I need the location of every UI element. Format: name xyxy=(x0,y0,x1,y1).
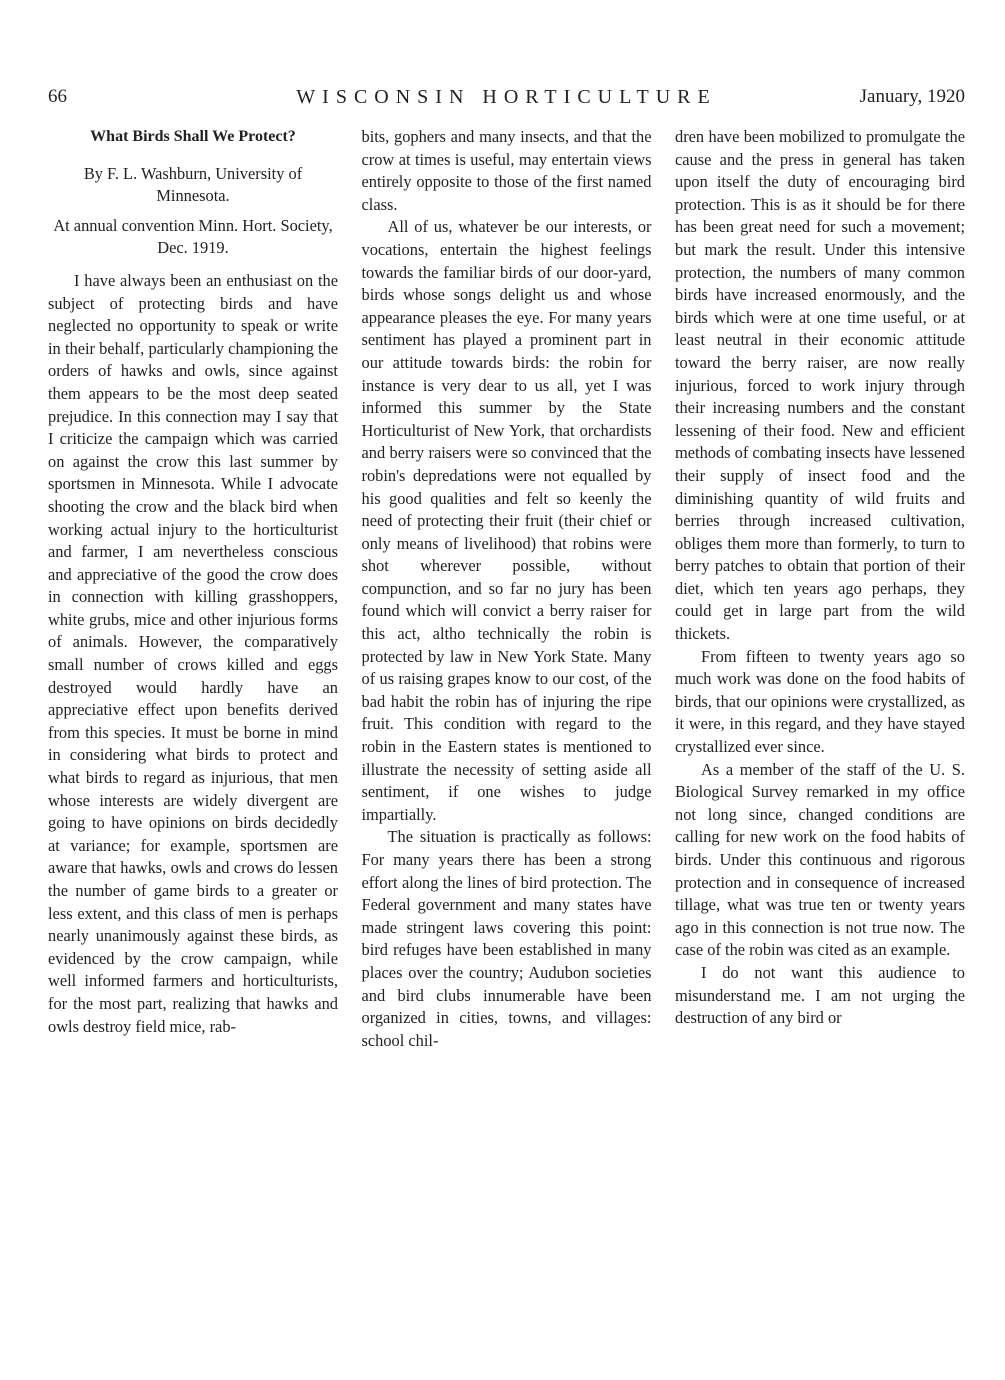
paragraph: I do not want this audience to misunderstand me. I am not urging the destruction of any bird or xyxy=(675,962,965,1028)
page-number: 66 xyxy=(48,86,67,107)
paragraph: dren have been mobilized to promulgate the cause and the press in general has taken upon itself the duty of encouraging bird protection. This is as it should be for there has been great need for such a movement; but mark the result. Under this intensive protection, the numbers of many common birds have increased enormously, and the birds which were at one time useful, or at least neutral in their economic attitude toward the berry raiser, are now really injurious, forced to work injury through their increasing numbers and the constant lessening of their food. New and efficient methods of combating insects have lessened their supply of insect food and the diminishing quantity of wild fruits and berries through increased cultivation, obliges them more than formerly, to turn to berry patches to obtain that portion of their diet, which ten years ago perhaps, they could get in large part from the wild thickets. xyxy=(675,127,965,644)
column-2 xyxy=(362,126,652,1052)
paragraph: As a member of the staff of the U. S. Biological Survey remarked in my office not long since, changed conditions are calling for new work on the food habits of birds. Under this continuous and rigorous protection and in consequence of increased tillage, what was true ten or twenty years ago in this connection is not true now. The case of the robin was cited as an example. xyxy=(675,759,965,960)
paragraph: I have always been an enthusiast on the subject of protecting birds and have neglected no opportunity to speak or write in their behalf, particularly championing the orders of hawks and owls, since against them appears to be the most deep seated prejudice. In this connection may I say that I criticize the campaign which was carried on against the crow this last summer by sportsmen in Minnesota. While I advocate shooting the crow and the black bird when working actual injury to the horticulturist and farmer, I am nevertheless conscious and appreciative of the good the crow does in connection with killing grasshoppers, white grubs, mice and other injurious forms of animals. However, the comparatively small number of crows killed and eggs destroyed would hardly have an appreciative effect upon benefits derived from this species. It must be borne in mind in considering what birds to protect and what birds to regard as injurious, that men whose interests are widely divergent are going to have opinions on birds decidedly at variance; for example, sportsmen are aware that hawks, owls and crows do lessen the number of game birds to a greater or less extent, and this class of men is perhaps nearly unanimously against these birds, as evidenced by the crow campaign, while well informed farmers and horticulturists, for the most part, realizing that hawks and owls destroy field mice, rab- xyxy=(48,270,338,1036)
article-byline: By F. L. Washburn, University of Minnesota. xyxy=(83,163,303,206)
column-3 xyxy=(675,126,965,1052)
issue-date: January, 1920 xyxy=(859,86,965,107)
article-title: What Birds Shall We Protect? xyxy=(90,128,296,145)
article-occasion: At annual convention Minn. Hort. Society, Dec. 1919. xyxy=(53,215,333,258)
running-header xyxy=(48,86,965,112)
paragraph: From fifteen to twenty years ago so much work was done on the food habits of birds, that our opinions were crystallized, as it were, in this regard, and they have stayed crystallized ever since. xyxy=(675,646,965,757)
text-columns xyxy=(48,126,965,1052)
column-1 xyxy=(48,126,338,1052)
paragraph: All of us, whatever be our interests, or vocations, entertain the highest feelings towards the familiar birds of our door-yard, birds whose songs delight us and whose appearance pleases the eye. For many years sentiment has played a prominent part in our attitude towards birds: the robin for instance is very dear to us all, yet I was informed this summer by the State Horticulturist of New York, that orchardists and berry raisers were so convinced that the robin's depredations were not equalled by his good qualities and felt so keenly the need of protecting their fruit (their chief or only means of livelihood) that robins were shot wherever possible, without compunction, and so far no jury has been found which will convict a berry raiser for this act, altho technically the robin is protected by law in New York State. Many of us raising grapes know to our cost, of the bad habit the robin has of injuring the ripe fruit. This condition with regard to the robin in the Eastern states is mentioned to illustrate the necessity of setting aside all sentiment, if one wishes to judge impartially. xyxy=(361,217,652,824)
paragraph: bits, gophers and many insects, and that the crow at times is useful, may entertain views entirely opposite to those of the first named class. xyxy=(361,127,652,214)
journal-title: WISCONSIN HORTICULTURE xyxy=(296,86,717,108)
paragraph: The situation is practically as follows: For many years there has been a strong effort along the lines of bird protection. The Federal government and many states have made stringent laws covering this point: bird refuges have been established in many places over the country; Audubon societies and bird clubs innumerable have been organized in cities, towns, and villages: school chil- xyxy=(361,827,652,1050)
